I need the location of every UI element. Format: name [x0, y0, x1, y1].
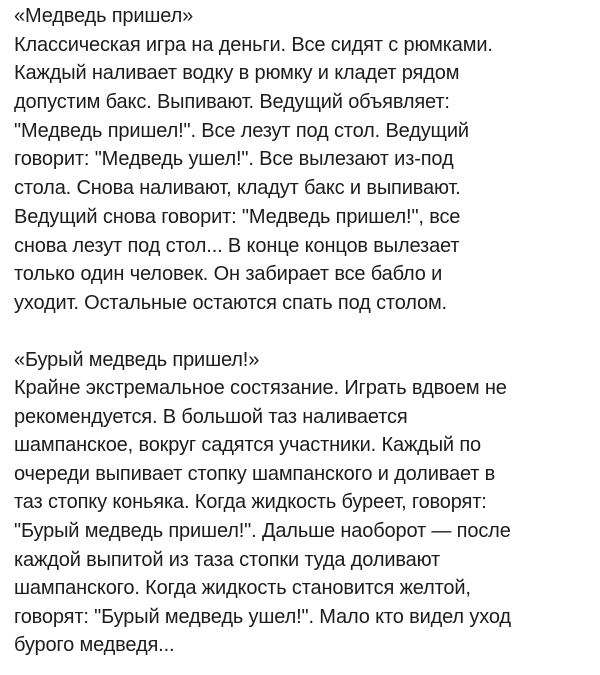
section-1-line: только один человек. Он забирает все бабло и: [14, 263, 443, 285]
section-2-line: таз стопку коньяка. Когда жидкость буреет, говорят:: [14, 491, 487, 513]
section-2-line: шампанское, вокруг садятся участники. Каждый по: [14, 434, 482, 456]
section-2-title: «Бурый медведь пришел!»: [14, 349, 260, 371]
section-2-line: Крайне экстремальное состязание. Играть вдвоем не: [14, 377, 507, 399]
section-1-line: Классическая игра на деньги. Все сидят с рюмками.: [14, 34, 493, 56]
section-1-line: стола. Снова наливают, кладут бакс и выпивают.: [14, 177, 461, 199]
section-1-line: "Медведь пришел!". Все лезут под стол. Ведущий: [14, 120, 469, 142]
section-2-line: каждой выпитой из таза стопки туда доливают: [14, 549, 441, 571]
section-1-line: допустим бакс. Выпивают. Ведущий объявляет:: [14, 91, 450, 113]
section-1-line: говорит: "Медведь ушел!". Все вылезают из-под: [14, 148, 454, 170]
section-1-line: уходит. Остальные остаются спать под столом.: [14, 292, 447, 314]
section-2-line: шампанского. Когда жидкость становится желтой,: [14, 577, 471, 599]
section-2-line: "Бурый медведь пришел!". Дальше наоборот — после: [14, 520, 511, 542]
section-2-line: рекомендуется. В большой таз наливается: [14, 406, 408, 428]
section-1-line: снова лезут под стол... В конце концов вылезает: [14, 235, 460, 257]
section-1-title: «Медведь пришел»: [14, 5, 194, 27]
section-1-line: Ведущий снова говорит: "Медведь пришел!", все: [14, 206, 461, 228]
section-2-line: бурого медведя...: [14, 634, 175, 656]
section-2-line: очереди выпивает стопку шампанского и доливает в: [14, 463, 496, 485]
section-2-line: говорят: "Бурый медведь ушел!". Мало кто видел уход: [14, 606, 511, 628]
section-1-line: Каждый наливает водку в рюмку и кладет рядом: [14, 62, 460, 84]
